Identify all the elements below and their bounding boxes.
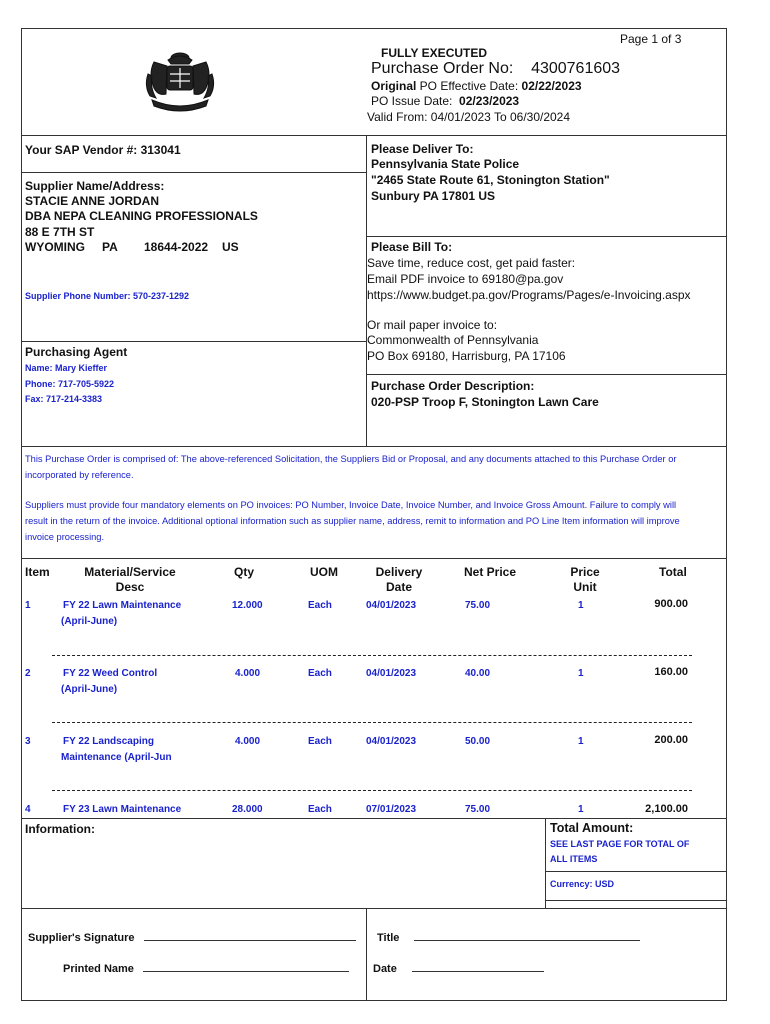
- row3-net: 50.00: [465, 736, 491, 747]
- total-note-line1: SEE LAST PAGE FOR TOTAL OF: [550, 839, 690, 849]
- bill-line1: Save time, reduce cost, get paid faster:: [367, 256, 576, 270]
- pennsylvania-seal: [140, 44, 220, 116]
- printed-name-row: [63, 961, 349, 975]
- issue-date: 02/23/2023: [459, 94, 520, 108]
- deliver-line2: "2465 State Route 61, Stonington Station": [371, 173, 610, 187]
- row3-date: 04/01/2023: [366, 736, 417, 747]
- row2-desc1: FY 22 Weed Control: [63, 668, 158, 679]
- col-header-total: Total: [659, 565, 687, 579]
- note-mandatory: Suppliers must provide four mandatory elements on PO invoices: PO Number, Invoice Date, Invoice Number, and Invoice Gross Amount. Failure to comply will result in the return of the invoice. Additional optional information such as supplier name, address, remit to information and PO Line Item information will improve invoice processing.: [25, 500, 680, 542]
- row2-total: 160.00: [654, 666, 688, 678]
- date-line[interactable]: [412, 961, 544, 972]
- row2-net: 40.00: [465, 668, 491, 679]
- deliver-heading: Please Deliver To:: [371, 142, 474, 156]
- supplier-zip: 18644-2022: [144, 240, 209, 254]
- row2-qty: 4.000: [235, 668, 261, 679]
- bill-line3: https://www.budget.pa.gov/Programs/Pages/e-Invoicing.aspx: [367, 288, 691, 302]
- effective-date: 02/22/2023: [521, 79, 582, 93]
- row3-item: 3: [25, 736, 31, 747]
- row4-unit: 1: [578, 804, 584, 815]
- deliver-line3: Sunbury PA 17801 US: [371, 189, 496, 203]
- information-label: Information:: [25, 822, 95, 836]
- note-comprised: This Purchase Order is comprised of: The above-referenced Solicitation, the Suppliers Bid or Proposal, and any documents attached to this Purchase Order or incorporated by reference.: [25, 454, 677, 480]
- row4-date: 07/01/2023: [366, 804, 417, 815]
- bill-line5: Commonwealth of Pennsylvania: [367, 333, 539, 347]
- title-line[interactable]: [414, 930, 640, 941]
- agent-name: Name: Mary Kieffer: [25, 363, 108, 373]
- page-number: Page 1 of 3: [620, 32, 682, 46]
- row2-date: 04/01/2023: [366, 668, 417, 679]
- row4-item: 4: [25, 804, 31, 815]
- supplier-name: STACIE ANNE JORDAN: [25, 194, 160, 208]
- issue-label: PO Issue Date:: [371, 94, 456, 108]
- row3-desc2: Maintenance (April-Jun: [61, 752, 172, 763]
- effective-prefix: Original: [371, 79, 417, 93]
- supplier-state: PA: [102, 240, 118, 254]
- issue-date-line: [371, 94, 519, 108]
- row1-item: 1: [25, 600, 31, 611]
- row2-desc2: (April-June): [61, 684, 118, 695]
- title-row: [377, 930, 640, 944]
- supplier-country: US: [222, 240, 239, 254]
- row2-uom: Each: [308, 668, 332, 679]
- printed-name-line[interactable]: [143, 961, 349, 972]
- row4-total: 2,100.00: [645, 803, 688, 815]
- row1-unit: 1: [578, 600, 584, 611]
- supplier-heading: Supplier Name/Address:: [25, 179, 165, 193]
- row-divider: [52, 790, 692, 791]
- date-label: Date: [373, 963, 397, 975]
- row1-net: 75.00: [465, 600, 491, 611]
- bill-heading: Please Bill To:: [371, 240, 453, 254]
- description-text: 020-PSP Troop F, Stonington Lawn Care: [371, 395, 599, 409]
- row2-item: 2: [25, 668, 31, 679]
- row3-unit: 1: [578, 736, 584, 747]
- col-header-item: Item: [25, 565, 50, 579]
- row3-uom: Each: [308, 736, 332, 747]
- row1-date: 04/01/2023: [366, 600, 417, 611]
- supplier-city: WYOMING: [25, 240, 85, 254]
- deliver-line1: Pennsylvania State Police: [371, 157, 520, 171]
- col-header-price-unit-1: Price: [570, 565, 600, 579]
- row3-qty: 4.000: [235, 736, 261, 747]
- agent-fax: Fax: 717-214-3383: [25, 394, 103, 404]
- supplier-phone: Supplier Phone Number: 570-237-1292: [25, 291, 190, 301]
- sap-vendor: Your SAP Vendor #: 313041: [25, 143, 181, 157]
- printed-name-label: Printed Name: [63, 963, 134, 975]
- col-header-delivery-1: Delivery: [375, 565, 423, 579]
- total-amount-label: Total Amount:: [550, 821, 634, 835]
- col-header-material: [70, 565, 190, 595]
- po-number-line: [371, 60, 620, 78]
- row3-total: 200.00: [654, 734, 688, 746]
- supplier-street: 88 E 7TH ST: [25, 225, 95, 239]
- effective-date-line: [371, 79, 582, 93]
- description-heading: Purchase Order Description:: [371, 379, 535, 393]
- po-number-label: Purchase Order No:: [371, 60, 514, 77]
- col-header-price-unit-2: Unit: [573, 580, 597, 594]
- row-divider: [52, 655, 692, 656]
- row1-desc2: (April-June): [61, 616, 118, 627]
- valid-from: Valid From: 04/01/2023 To 06/30/2024: [367, 110, 571, 124]
- col-header-material-2: Desc: [115, 580, 145, 594]
- row1-qty: 12.000: [232, 600, 263, 611]
- po-status: FULLY EXECUTED: [381, 46, 488, 60]
- col-header-delivery: [363, 565, 435, 595]
- supplier-signature-line[interactable]: [144, 930, 356, 941]
- col-header-delivery-2: Date: [385, 580, 412, 594]
- agent-heading: Purchasing Agent: [25, 345, 128, 359]
- col-header-qty: Qty: [234, 565, 255, 579]
- supplier-dba: DBA NEPA CLEANING PROFESSIONALS: [25, 209, 258, 223]
- col-header-price-unit: [560, 565, 610, 595]
- row4-net: 75.00: [465, 804, 491, 815]
- currency: Currency: USD: [550, 879, 615, 889]
- row-divider: [52, 722, 692, 723]
- row4-uom: Each: [308, 804, 332, 815]
- supplier-signature-row: [28, 930, 356, 944]
- row1-uom: Each: [308, 600, 332, 611]
- agent-phone: Phone: 717-705-5922: [25, 379, 115, 389]
- title-label: Title: [377, 932, 400, 944]
- supplier-signature-label: Supplier's Signature: [28, 932, 135, 944]
- bill-line4: Or mail paper invoice to:: [367, 318, 498, 332]
- row1-desc1: FY 22 Lawn Maintenance: [63, 600, 182, 611]
- po-number: 4300761603: [531, 60, 621, 77]
- row4-desc1: FY 23 Lawn Maintenance: [63, 804, 182, 815]
- effective-label: PO Effective Date:: [416, 79, 522, 93]
- col-header-material-1: Material/Service: [84, 565, 176, 579]
- bill-line6: PO Box 69180, Harrisburg, PA 17106: [367, 349, 566, 363]
- date-row: [373, 961, 544, 975]
- total-note-line2: ALL ITEMS: [550, 854, 598, 864]
- col-header-uom: UOM: [310, 565, 338, 579]
- bill-line2: Email PDF invoice to 69180@pa.gov: [367, 272, 564, 286]
- row3-desc1: FY 22 Landscaping: [63, 736, 154, 747]
- row4-qty: 28.000: [232, 804, 263, 815]
- row2-unit: 1: [578, 668, 584, 679]
- col-header-net-price: Net Price: [464, 565, 517, 579]
- row1-total: 900.00: [654, 598, 688, 610]
